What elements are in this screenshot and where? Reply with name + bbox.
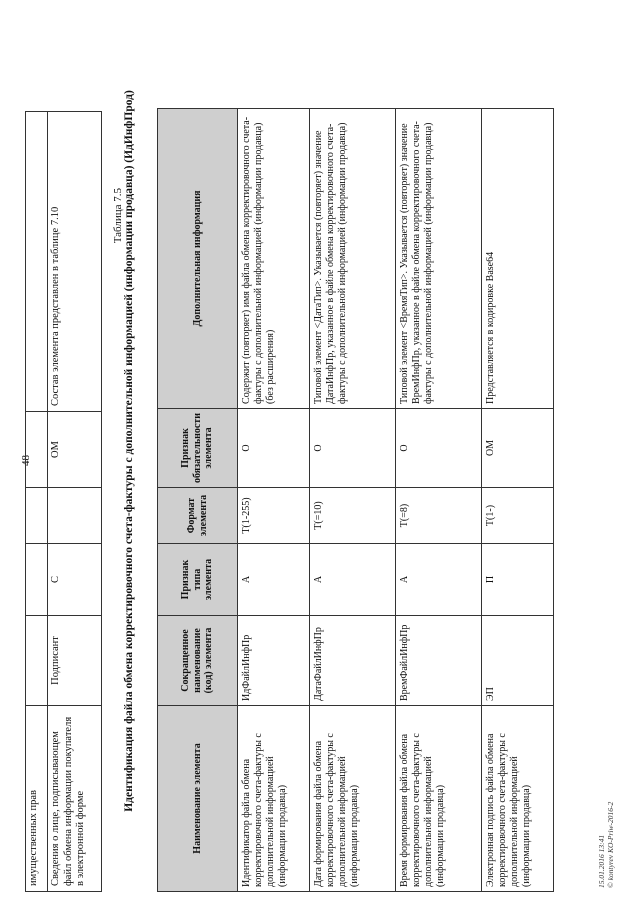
cell-type [26, 544, 48, 616]
cell-type: А [310, 544, 396, 616]
table-number: Таблица 7.5 [112, 188, 124, 244]
cell-code [26, 616, 48, 706]
cell-format [48, 488, 102, 544]
cell-req: О [396, 408, 482, 487]
header-format: Формат элемента [158, 488, 238, 544]
table-row [396, 108, 482, 891]
table-row [310, 108, 396, 891]
table-row [26, 112, 48, 892]
table-row [48, 112, 102, 892]
header-name: Наименование элемента [158, 706, 238, 892]
cell-format: Т(1-) [482, 488, 554, 544]
cell-type: С [48, 544, 102, 616]
cell-info: Типовой элемент <ВремяТип>. Указывается (повторяет) значение ВремИнфПр, указанное в файле обмена корректировочного счета-фактуры с дополнительной информацией (информации продавца) [396, 108, 482, 408]
cell-format: Т(=10) [310, 488, 396, 544]
table-row [482, 108, 554, 891]
cell-type: П [482, 544, 554, 616]
cell-code: ДатаФайлИнфПр [310, 616, 396, 706]
header-code: Сокращенное наименование (код) элемента [158, 616, 238, 706]
elements-table [157, 108, 554, 892]
cell-info: Состав элемента представлен в таблице 7.10 [48, 112, 102, 412]
cell-format: Т(1-255) [238, 488, 310, 544]
cell-name: Время формирования файла обмена корректировочного счета-фактуры с дополнительной информацией (информации продавца) [396, 706, 482, 892]
footer-line-1: 15.01.2016 13:41 [597, 834, 606, 888]
continued-table [25, 111, 102, 892]
footer-line-2: © kontyrev KO-Priw-2016-2 [606, 801, 615, 888]
cell-req: ОМ [48, 412, 102, 488]
cell-info: Представляется в кодировке Base64 [482, 108, 554, 408]
footer-stamp [597, 802, 615, 888]
cell-name: Электронная подпись файла обмена корректировочного счета-фактуры с дополнительной информацией (информации продавца) [482, 706, 554, 892]
cell-type: А [396, 544, 482, 616]
cell-req: ОМ [482, 408, 554, 487]
header-req: Признак обязательности элемента [158, 408, 238, 487]
cell-format [26, 488, 48, 544]
cell-info: Содержит (повторяет) имя файла обмена корректировочного счета-фактуры с дополнительной информацией (информации продавца) (без расширения) [238, 108, 310, 408]
cell-req: О [310, 408, 396, 487]
table-row [238, 108, 310, 891]
header-row [158, 108, 238, 891]
cell-name: Дата формирования файла обмена корректировочного счета-фактуры с дополнительной информацией (информации продавца) [310, 706, 396, 892]
cell-name: Идентификатор файла обмена корректировочного счета-фактуры с дополнительной информацией (информации продавца) [238, 706, 310, 892]
cell-req [26, 412, 48, 488]
cell-req: О [238, 408, 310, 487]
cell-code: ВремФайлИнфПр [396, 616, 482, 706]
cell-name: имущественных прав [26, 706, 48, 892]
table-title: Идентификация файла обмена корректировочного счета-фактуры с дополнительной информацией (информации продавца) (ИдИнфПрод) [123, 90, 135, 812]
cell-info [26, 112, 48, 412]
header-type: Признак типа элемента [158, 544, 238, 616]
cell-code: Подписант [48, 616, 102, 706]
cell-code: ИдФайлИнфПр [238, 616, 310, 706]
header-info: Дополнительная информация [158, 108, 238, 408]
cell-code: ЭП [482, 616, 554, 706]
page-number: 48 [20, 455, 32, 466]
cell-type: А [238, 544, 310, 616]
cell-info: Типовой элемент <ДатаТип>. Указывается (повторяет) значение ДатаИнфПр, указанное в файле обмена корректировочного счета-фактуры с дополнительной информацией (информации продавца) [310, 108, 396, 408]
cell-name: Сведения о лице, подписывающем файл обмена информации покупателя в электронной форме [48, 706, 102, 892]
cell-format: Т(=8) [396, 488, 482, 544]
